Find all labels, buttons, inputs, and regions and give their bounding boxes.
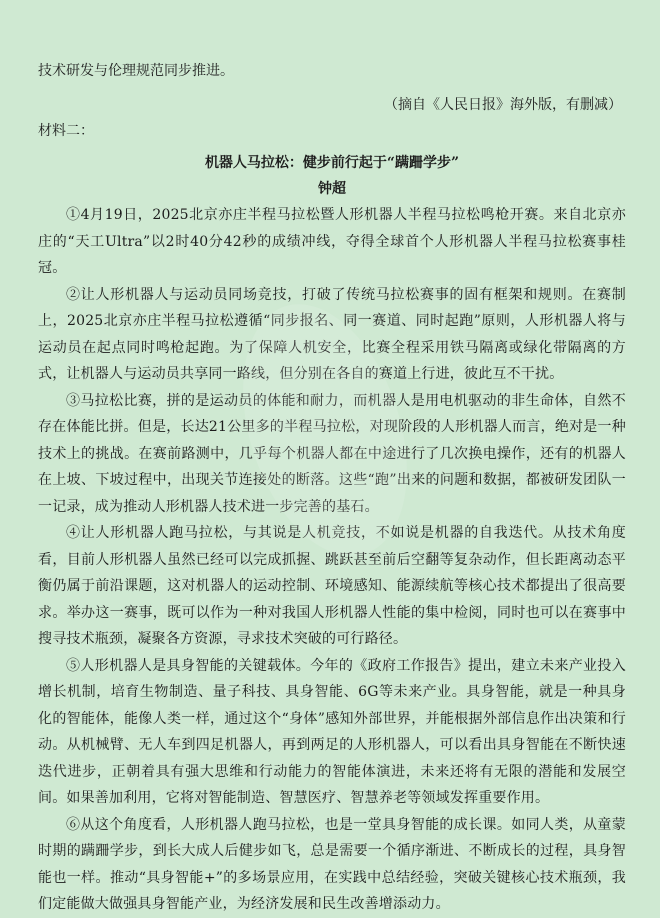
article-author: 钟超	[318, 181, 346, 197]
material-label: 材料二：	[38, 123, 94, 139]
paragraph-5: ⑤人形机器人是具身智能的关键载体。今年的《政府工作报告》提出，建立未来产业投入增长机制，培育生物制造、量子科技、具身智能、6G等未来产业。具身智能，就是一种具身化的智能体，能像人类一样，通过这个“身体”感知外部世界，并能根据外部信息作出决策和行动。从机械臂、无人车到四足机器人，再到两足的人形机器人，可以看出具身智能在不断快速迭代进步，正朝着具有强大思维和行动能力的智能体演进，未来还将有无限的潜能和发展空间。如果善加利用，它将对智能制造、智慧医疗、智慧养老等领域发挥重要作用。	[38, 657, 626, 806]
article-body	[38, 202, 626, 918]
source-note: （摘自《人民日报》海外版，有删减）	[384, 97, 622, 113]
paragraph-1: ①4月19日，2025北京亦庄半程马拉松暨人形机器人半程马拉松鸣枪开赛。来自北京亦庄的“天工Ultra”以2时40分42秒的成绩冲线，夺得全球首个人形机器人半程马拉松赛事桂冠。	[38, 207, 626, 276]
header-line: 技术研发与伦理规范同步推进。	[38, 63, 234, 79]
paragraph-2: ②让人形机器人与运动员同场竞技，打破了传统马拉松赛事的固有框架和规则。在赛制上，2025北京亦庄半程马拉松遵循“同步报名、同一赛道、同时起跑”原则，人形机器人将与运动员在起点同时鸣枪起跑。为了保障人机安全，比赛全程采用铁马隔离或绿化带隔离的方式，让机器人与运动员共享同一路线，但分别在各自的赛道上行进，彼此互不干扰。	[38, 286, 626, 382]
paragraph-3: ③马拉松比赛，拼的是运动员的体能和耐力，而机器人是用电机驱动的非生命体，自然不存在体能比拼。但是，长达21公里多的半程马拉松，对现阶段的人形机器人而言，绝对是一种技术上的挑战。在赛前路测中，几乎每个机器人都在中途进行了几次换电操作，还有的机器人在上坡、下坡过程中，出现关节连接处的断落。这些“跑”出来的问题和数据，都被研发团队一一记录，成为推动人形机器人技术进一步完善的基石。	[38, 392, 626, 515]
article-title: 机器人马拉松：健步前行起于“蹒跚学步”	[204, 155, 460, 171]
paragraph-6: ⑥从这个角度看，人形机器人跑马拉松，也是一堂具身智能的成长课。如同人类，从童蒙时期的蹒跚学步，到长大成人后健步如飞，总是需要一个循序渐进、不断成长的过程，具身智能也一样。推动“具身智能+”的多场景应用，在实践中总结经验，突破关键核心技术瓶颈，我们定能做大做强具身智能产业，为经济发展和民生改善增添动力。	[38, 816, 626, 912]
paragraph-4: ④让人形机器人跑马拉松，与其说是人机竞技，不如说是机器的自我迭代。从技术角度看，目前人形机器人虽然已经可以完成抓握、跳跃甚至前后空翻等复杂动作，但长距离动态平衡仍属于前沿课题，这对机器人的运动控制、环境感知、能源续航等核心技术都提出了很高要求。举办这一赛事，既可以作为一种对我国人形机器人性能的集中检阅，同时也可以在赛事中搜寻技术瓶颈，凝聚各方资源，寻求技术突破的可行路径。	[38, 525, 626, 647]
